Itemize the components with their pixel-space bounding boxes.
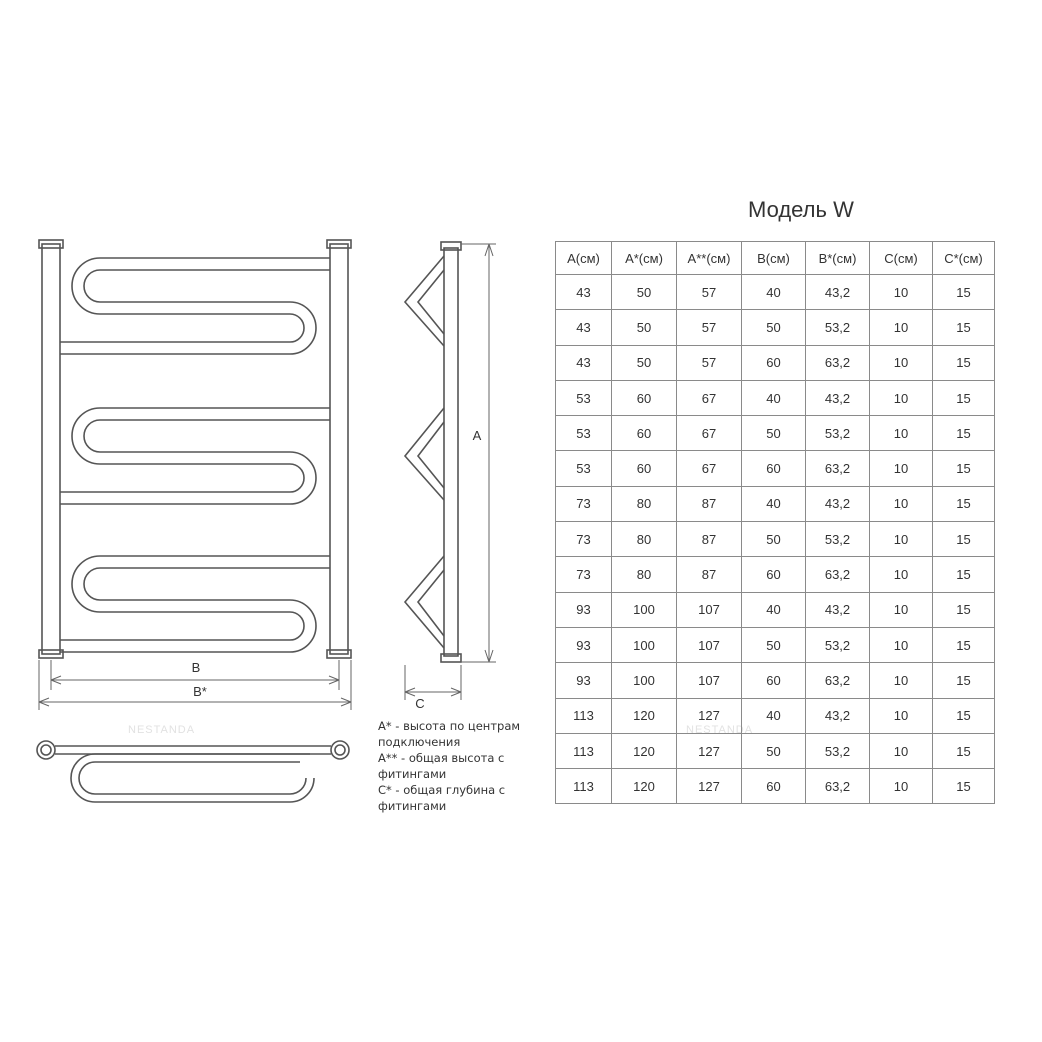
table-cell: 63,2 [806,769,870,804]
table-cell: 60 [742,769,806,804]
table-cell: 73 [556,486,612,521]
table-cell: 15 [933,557,995,592]
table-cell: 15 [933,663,995,698]
table-header-cell: A**(см) [677,242,742,275]
table-row [556,451,995,486]
table-cell: 63,2 [806,345,870,380]
table-cell: 113 [556,698,612,733]
table-cell: 40 [742,380,806,415]
table-cell: 53 [556,416,612,451]
table-cell: 15 [933,416,995,451]
table-header-cell: A*(см) [612,242,677,275]
table-cell: 107 [677,592,742,627]
table-cell: 107 [677,663,742,698]
table-cell: 10 [870,627,933,662]
table-header-cell: C(см) [870,242,933,275]
legend-notes [378,718,553,814]
table-row [556,416,995,451]
table-row [556,733,995,768]
table-cell: 100 [612,592,677,627]
table-cell: 10 [870,451,933,486]
table-cell: 87 [677,522,742,557]
note-line-6: фитингами [378,799,447,813]
table-cell: 57 [677,275,742,310]
table-cell: 10 [870,769,933,804]
table-cell: 10 [870,733,933,768]
table-cell: 80 [612,522,677,557]
dim-label-b-star: B* [193,684,207,699]
table-cell: 15 [933,698,995,733]
table-cell: 57 [677,310,742,345]
table-cell: 127 [677,733,742,768]
table-cell: 15 [933,275,995,310]
table-cell: 60 [742,345,806,380]
table-row [556,275,995,310]
table-cell: 113 [556,769,612,804]
table-cell: 93 [556,592,612,627]
table-cell: 60 [612,451,677,486]
table-cell: 107 [677,627,742,662]
table-cell: 10 [870,310,933,345]
table-row [556,698,995,733]
table-cell: 50 [742,310,806,345]
table-cell: 50 [612,345,677,380]
table-cell: 73 [556,522,612,557]
table-cell: 10 [870,557,933,592]
right-post [330,244,348,654]
table-cell: 60 [742,663,806,698]
dim-label-c: C [415,696,425,711]
table-cell: 43 [556,275,612,310]
side-post [444,248,458,656]
table-header-cell: B*(см) [806,242,870,275]
table-cell: 10 [870,416,933,451]
table-cell: 57 [677,345,742,380]
dimension-a [461,244,496,662]
table-cell: 15 [933,486,995,521]
table-header-cell: C*(см) [933,242,995,275]
table-cell: 127 [677,769,742,804]
table-cell: 53,2 [806,733,870,768]
front-view [39,240,351,710]
top-view [37,741,349,802]
note-line-4: фитингами [378,767,447,781]
table-header-row [556,242,995,275]
table-cell: 15 [933,380,995,415]
table-cell: 60 [742,557,806,592]
table-cell: 40 [742,592,806,627]
table-cell: 50 [742,416,806,451]
table-cell: 40 [742,698,806,733]
table-cell: 40 [742,486,806,521]
table-cell: 87 [677,486,742,521]
table-cell: 53,2 [806,416,870,451]
table-cell: 10 [870,698,933,733]
table-row [556,310,995,345]
table-cell: 43,2 [806,380,870,415]
table-row [556,769,995,804]
table-cell: 53,2 [806,522,870,557]
table-cell: 10 [870,380,933,415]
table-cell: 120 [612,769,677,804]
table-cell: 15 [933,592,995,627]
dimension-c [405,665,461,711]
note-line-2: подключения [378,735,461,749]
table-cell: 43,2 [806,275,870,310]
table-cell: 53 [556,380,612,415]
table-cell: 93 [556,627,612,662]
table-cell: 63,2 [806,451,870,486]
table-cell: 100 [612,627,677,662]
table-row [556,663,995,698]
table-header-cell: A(см) [556,242,612,275]
dim-label-b: B [191,660,201,675]
note-line-5: C* - общая глубина с [378,783,506,797]
table-cell: 50 [612,275,677,310]
table-cell: 50 [742,627,806,662]
table-cell: 15 [933,733,995,768]
table-cell: 10 [870,486,933,521]
left-post [42,244,60,654]
table-cell: 67 [677,416,742,451]
table-cell: 80 [612,557,677,592]
table-cell: 10 [870,663,933,698]
table-cell: 63,2 [806,663,870,698]
dimensions-table [555,241,995,804]
table-cell: 15 [933,451,995,486]
table-cell: 53,2 [806,310,870,345]
table-cell: 60 [742,451,806,486]
table-cell: 67 [677,451,742,486]
table-row [556,345,995,380]
table-cell: 10 [870,345,933,380]
watermark-left: NESTANDA [128,724,196,736]
table-cell: 10 [870,522,933,557]
table-row [556,592,995,627]
note-line-1: A* - высота по центрам [378,719,521,733]
table-cell: 80 [612,486,677,521]
table-cell: 60 [612,380,677,415]
table-cell: 127 [677,698,742,733]
table-row [556,627,995,662]
table-cell: 40 [742,275,806,310]
table-cell: 50 [742,522,806,557]
table-cell: 43,2 [806,698,870,733]
serpentine-coil-3 [60,556,330,652]
table-row [556,557,995,592]
table-cell: 15 [933,345,995,380]
table-cell: 43 [556,310,612,345]
table-cell: 63,2 [806,557,870,592]
table-header-cell: B(см) [742,242,806,275]
table-cell: 43,2 [806,592,870,627]
note-line-3: A** - общая высота с [378,751,505,765]
table-cell: 10 [870,592,933,627]
table-cell: 120 [612,698,677,733]
table-cell: 15 [933,627,995,662]
model-title: Модель W [748,197,854,222]
table-cell: 15 [933,769,995,804]
table-cell: 43 [556,345,612,380]
table-cell: 67 [677,380,742,415]
dim-label-a: A [472,428,482,443]
table-cell: 93 [556,663,612,698]
serpentine-coil-2 [60,408,330,504]
table-cell: 113 [556,733,612,768]
table-cell: 100 [612,663,677,698]
table-row [556,522,995,557]
table-cell: 60 [612,416,677,451]
table-row [556,380,995,415]
table-cell: 87 [677,557,742,592]
side-view [405,242,496,711]
table-cell: 15 [933,522,995,557]
table-cell: 10 [870,275,933,310]
table-row [556,486,995,521]
table-cell: 50 [612,310,677,345]
table-cell: 120 [612,733,677,768]
table-cell: 53,2 [806,627,870,662]
table-cell: 50 [742,733,806,768]
table-cell: 43,2 [806,486,870,521]
table-cell: 15 [933,310,995,345]
table-cell: 53 [556,451,612,486]
serpentine-coil-1 [60,258,330,354]
watermark-table: NESTANDA [686,724,754,736]
table-cell: 73 [556,557,612,592]
